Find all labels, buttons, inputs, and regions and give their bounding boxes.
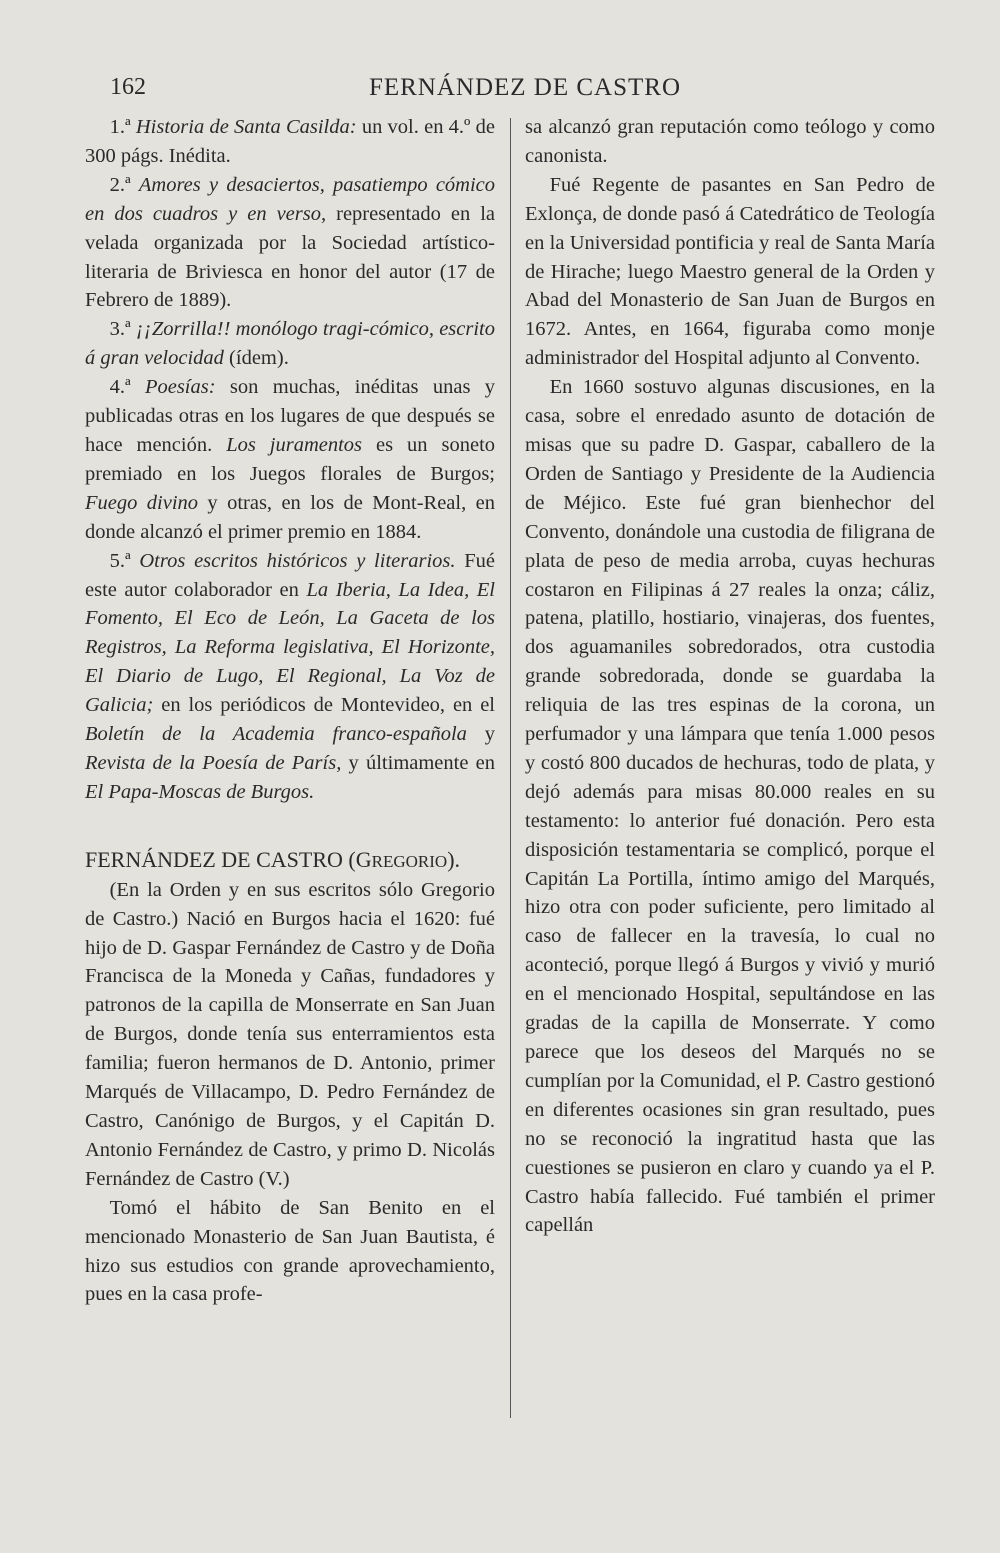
item-number: 2.ª <box>109 173 131 196</box>
publication-title: Revista de la Poesía de París, <box>85 751 342 774</box>
entry-heading-end: ). <box>447 846 461 872</box>
page-header <box>110 74 940 108</box>
item-text: y últimamente en <box>348 751 495 774</box>
entry-heading <box>85 845 495 876</box>
column-rule <box>510 118 511 1418</box>
publication-title: Boletín de la Academia franco-española <box>85 723 467 746</box>
work-title: Poesías: <box>144 376 216 399</box>
item-text: en los periódicos de Montevideo, en el <box>161 694 495 717</box>
item-text: representado en la velada organizada por la Sociedad artístico-literaria de Briviesca en honor del autor (17 de Febrero de 1889). <box>85 202 495 312</box>
list-item <box>85 113 495 171</box>
item-text: y <box>484 723 495 746</box>
item-number: 5.ª <box>109 549 131 572</box>
publication-title: El Papa-Moscas de Burgos. <box>85 780 315 803</box>
body-paragraph: En 1660 sostuvo algunas discusiones, en la casa, sobre el enredado asunto de dotación de misas que su padre D. Gaspar, caballero de la Orden de Santiago y Presidente de la Audiencia de Méjico. Este fué gran bienhechor del Convento, donándole una custodia de filigrana de plata de peso de media arroba, cuyas hechuras costaron en Filipinas á 27 reales la onza; cáliz, patena, platillo, hostiario, vinajeras, dos fuentes, dos aguamaniles sobredorados, otra custodia grande sobredorada, donde se guardaba la reliquia de las tres espinas de la corona, un perfumador y una lámpara que tenía 1.000 pesos y costó 800 ducados de hechuras, todo de plata, y dejó además para misas 80.000 reales en su testamento: lo anterior fué donación. Pero esta disposición testamentaria se complicó, porque el Capitán La Portilla, íntimo amigo del Marqués, hizo otra con poder suficiente, pero limitado al caso de fallecer en la travesía, lo cual no aconteció, porque llegó á Burgos y vivió y murió en el mencionado Hospital, sepultándose en las gradas de la capilla de Monserrate. Y como parece que los deseos del Marqués no se cumplían por la Comunidad, el P. Castro gestionó en diferentes ocasiones sin gran resultado, pues no se reconoció la ingratitud hasta que las cuestiones se pusieron en claro y cuando ya el P. Castro había fallecido. Fué también el primer capellán <box>525 376 935 1237</box>
work-title: Historia de Santa Casilda: <box>135 116 357 138</box>
item-number: 3.ª <box>109 318 131 341</box>
left-column <box>85 113 495 1309</box>
work-title: Amores y desaciertos, pasatiempo cómico en dos cuadros y en verso, <box>85 173 496 225</box>
item-text: es un soneto premiado en los Juegos florales de Burgos; <box>85 433 496 485</box>
item-text: y otras, en los de Mont-Real, en donde alcanzó el primer premio en 1884. <box>85 491 495 543</box>
body-paragraph: Tomó el hábito de San Benito en el mencionado Monasterio de San Juan Bautista, é hizo sus estudios con grande aprovechamiento, pues en la casa profe- <box>85 1196 495 1306</box>
work-title: Los juramentos <box>226 433 363 456</box>
item-text: son muchas, inéditas unas y publicadas otras en los lugares de que después se hace mención. <box>85 376 495 456</box>
item-text: (ídem). <box>229 347 289 370</box>
running-head: FERNÁNDEZ DE CASTRO <box>368 74 682 101</box>
list-item <box>85 315 495 373</box>
body-paragraph: (En la Orden y en sus escritos sólo Gregorio de Castro.) Nació en Burgos hacia el 1620: fué hijo de D. Gaspar Fernández de Castro y de Doña Francisca de la Moneda y Cañas, fundadores y patronos de la capilla de Monserrate en San Juan de Burgos, donde tenía sus enterramientos esta familia; fueron hermanos de D. Antonio, primer Marqués de Villacampo, D. Pedro Fernández de Castro, Canónigo de Burgos, y el Capitán D. Antonio Fernández de Castro, y primo D. Nicolás Fernández de Castro (V.) <box>85 878 495 1190</box>
right-column <box>525 113 935 1240</box>
item-text: un vol. en 4.º de 300 págs. Inédita. <box>85 116 495 167</box>
list-item <box>85 171 495 316</box>
body-paragraph: sa alcanzó gran reputación como teólogo y como canonista. <box>525 116 935 167</box>
entry-heading-smallcaps: REGORIO <box>371 851 448 871</box>
work-title: ¡¡Zorrilla!! monólogo tragi-cómico, escrito á gran velocidad <box>85 318 495 370</box>
body-paragraph: Fué Regente de pasantes en San Pedro de Exlonça, de donde pasó á Catedrático de Teología en la Universidad pontificia y real de Santa María de Hirache; luego Maestro general de la Orden y Abad del Monasterio de San Juan de Burgos en 1672. Antes, en 1664, figuraba como monje administrador del Hospital adjunto al Convento. <box>525 173 935 370</box>
item-number: 1.ª <box>109 116 131 138</box>
list-item <box>85 547 495 807</box>
item-number: 4.ª <box>109 376 131 399</box>
work-title: Otros escritos históricos y literarios. <box>139 549 456 572</box>
page-number: 162 <box>110 74 146 100</box>
item-text: Fué este autor colaborador en <box>85 549 495 601</box>
work-title: Fuego divino <box>85 491 199 514</box>
entry-heading-name: FERNÁNDEZ DE CASTRO (G <box>85 846 372 872</box>
list-item <box>85 373 495 546</box>
publication-list: La Iberia, La Idea, El Fomento, El Eco de León, La Gaceta de los Registros, La Reforma legislativa, El Horizonte, El Diario de Lugo, El Regional, La Voz de Galicia; <box>85 578 496 717</box>
